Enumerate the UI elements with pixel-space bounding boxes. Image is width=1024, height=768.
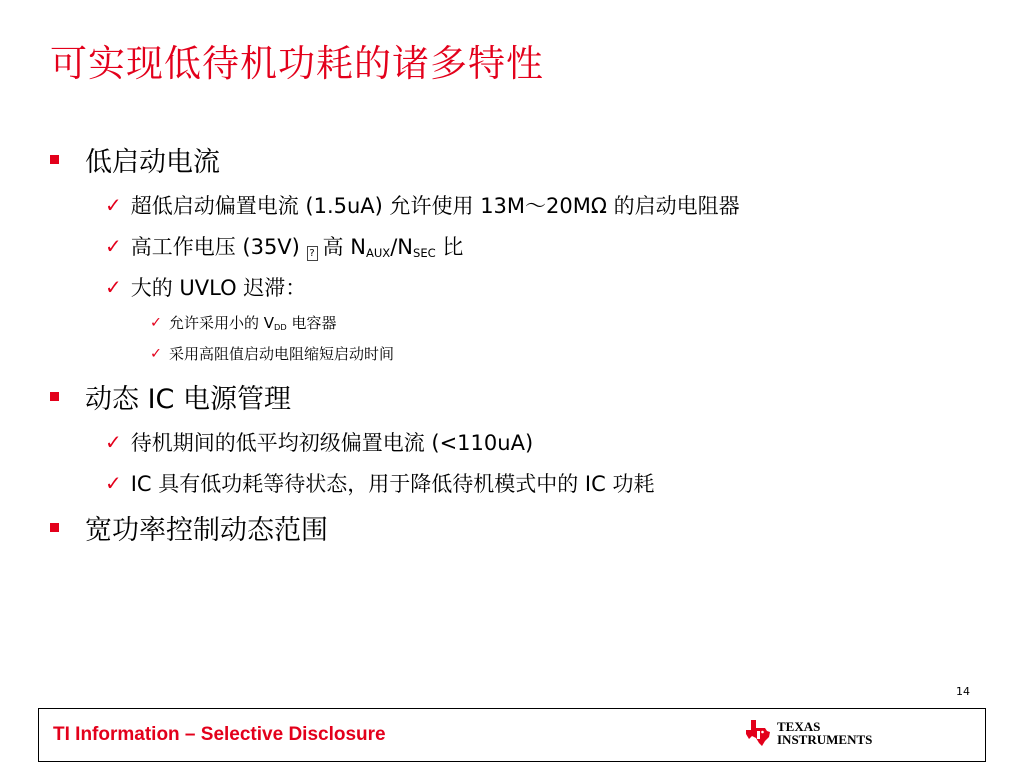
bullet-item [50, 508, 328, 547]
square-bullet-icon [50, 523, 59, 532]
sub-bullet-text: 大的 UVLO 迟滞： [130, 276, 307, 300]
sub-sub-bullet-item [150, 312, 336, 333]
bullet-text: 动态 IC 电源管理 [85, 384, 291, 415]
sub-bullet-item [105, 468, 654, 498]
sub-sub-bullet-text: 采用高阻值启动电阻缩短启动时间 [168, 345, 394, 363]
bullet-text: 低启动电流 [85, 147, 220, 178]
bullet-item [50, 140, 220, 179]
checkmark-icon: ✓ [150, 314, 162, 331]
sub-bullet-item [105, 427, 533, 457]
texas-state-icon [745, 719, 771, 747]
sub-bullet-item [105, 272, 306, 302]
checkmark-icon: ✓ [105, 193, 122, 217]
bullet-item [50, 377, 291, 416]
sub-bullet-text: IC 具有低功耗等待状态，用于降低待机模式中的 IC 功耗 [130, 472, 655, 496]
checkmark-icon: ✓ [105, 234, 122, 258]
square-bullet-icon [50, 392, 59, 401]
footer-bar [38, 708, 986, 762]
sub-bullet-text: 待机期间的低平均初级偏置电流 (<110uA) [130, 431, 534, 455]
checkmark-icon: ✓ [150, 345, 162, 362]
checkmark-icon: ✓ [105, 275, 122, 299]
checkmark-icon: ✓ [105, 430, 122, 454]
sub-sub-bullet-item [150, 343, 394, 364]
ti-logo-wordmark [777, 720, 872, 746]
ti-logo [745, 719, 872, 747]
logo-line-2: INSTRUMENTS [777, 732, 873, 747]
footer-disclosure-text: TI Information – Selective Disclosure [53, 724, 386, 745]
sub-bullet-item [105, 190, 740, 220]
bullet-text: 宽功率控制动态范围 [85, 515, 328, 546]
sub-bullet-text: 高工作电压 (35V) ? 高 $N_{AUX}/N_{SEC}$ 比 [130, 235, 464, 260]
slide-title: 可实现低待机功耗的诸多特性 [50, 42, 544, 85]
sub-bullet-text: 超低启动偏置电流 (1.5uA) 允许使用 13M～20MΩ 的启动电阻器 [130, 194, 740, 218]
square-bullet-icon [50, 155, 59, 164]
missing-glyph-icon: ? [307, 246, 318, 261]
page-number: 14 [956, 685, 970, 698]
checkmark-icon: ✓ [105, 471, 122, 495]
sub-bullet-item [105, 231, 463, 261]
logo-line-1: TEXAS [777, 719, 821, 734]
sub-sub-bullet-text: 允许采用小的 $V_{DD}$ 电容器 [168, 314, 337, 333]
